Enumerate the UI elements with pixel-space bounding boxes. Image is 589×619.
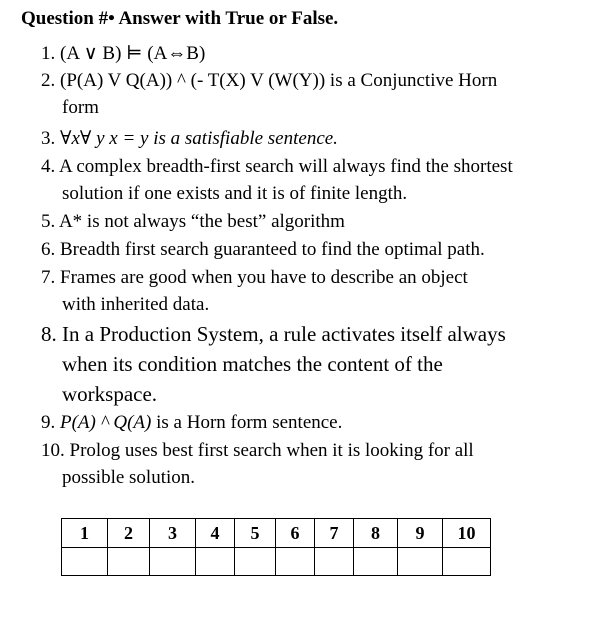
answer-column-header: 7 <box>315 519 354 548</box>
question-3 <box>41 128 338 150</box>
question-text: A* is not always “the best” algorithm <box>58 211 345 232</box>
question-8-continuation: when its condition matches the content of the <box>62 352 443 376</box>
question-number: 6. <box>41 239 56 260</box>
question-6 <box>41 239 485 261</box>
answer-cell[interactable] <box>315 548 354 576</box>
question-4-continuation: solution if one exists and it is of finite length. <box>62 183 408 204</box>
question-text: (A ∨ B) ⊨ (A⇔B) <box>60 43 206 64</box>
answer-column-header: 2 <box>108 519 150 548</box>
question-text: Breadth first search guaranteed to find the optimal path. <box>60 239 485 260</box>
question-text: (P(A) V Q(A)) ^ (- T(X) V (W(Y)) is a Conjunctive Horn <box>60 70 498 91</box>
question-7-continuation: with inherited data. <box>62 294 210 315</box>
question-text: P(A) ^ Q(A) is a Horn form sentence. <box>60 412 343 433</box>
question-number: 8. <box>41 322 57 346</box>
answer-column-header: 10 <box>443 519 491 548</box>
answer-table <box>61 518 491 576</box>
question-1 <box>41 43 205 65</box>
question-title: Question #• Answer with True or False. <box>21 8 339 29</box>
answer-cell[interactable] <box>62 548 108 576</box>
question-4 <box>41 156 513 178</box>
question-number: 2. <box>41 70 56 91</box>
question-number: 3. <box>41 128 56 149</box>
answer-cell[interactable] <box>150 548 196 576</box>
question-9 <box>41 412 342 434</box>
answer-column-header: 1 <box>62 519 108 548</box>
answer-cell[interactable] <box>443 548 491 576</box>
answer-cell[interactable] <box>276 548 315 576</box>
answer-table-header-row <box>62 519 491 548</box>
question-2-continuation: form <box>62 97 99 118</box>
answer-column-header: 5 <box>235 519 276 548</box>
question-text: Frames are good when you have to describe an object <box>60 267 468 288</box>
answer-column-header: 8 <box>354 519 398 548</box>
question-number: 10. <box>41 440 65 461</box>
question-text: In a Production System, a rule activates itself always <box>62 322 506 346</box>
answer-cell[interactable] <box>108 548 150 576</box>
answer-table-answer-row <box>62 548 491 576</box>
question-number: 5. <box>41 211 56 232</box>
answer-cell[interactable] <box>354 548 398 576</box>
question-number: 1. <box>41 43 56 64</box>
answer-column-header: 9 <box>398 519 443 548</box>
question-number: 7. <box>41 267 56 288</box>
answer-column-header: 6 <box>276 519 315 548</box>
question-number: 4. <box>41 156 56 177</box>
answer-column-header: 3 <box>150 519 196 548</box>
question-8 <box>41 322 506 346</box>
answer-cell[interactable] <box>398 548 443 576</box>
answer-cell[interactable] <box>196 548 235 576</box>
question-text: Prolog uses best first search when it is looking for all <box>69 440 474 461</box>
question-number: 9. <box>41 412 56 433</box>
question-10-continuation: possible solution. <box>62 467 196 488</box>
question-text: A complex breadth-first search will always find the shortest <box>58 156 513 177</box>
question-10 <box>41 440 474 462</box>
question-2 <box>41 70 497 92</box>
question-8-continuation: workspace. <box>62 382 158 406</box>
answer-cell[interactable] <box>235 548 276 576</box>
question-7 <box>41 267 468 289</box>
question-text: ∀x∀ y x = y is a satisfiable sentence. <box>60 128 338 149</box>
answer-column-header: 4 <box>196 519 235 548</box>
question-5 <box>41 211 345 233</box>
